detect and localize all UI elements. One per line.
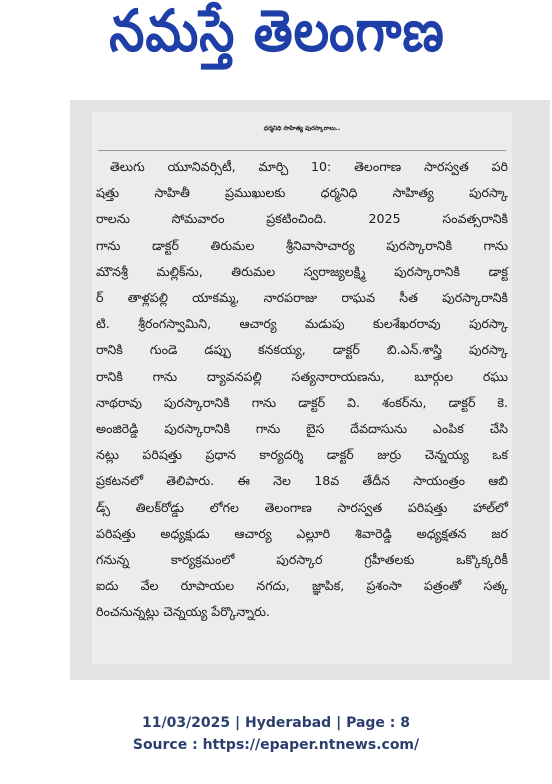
headline-divider bbox=[98, 150, 506, 151]
article-line: డ్స్ తిలక్‌రోడ్డు లోగల తెలంగాణ సారస్వత పరిషత్తు హాల్‌లో bbox=[96, 499, 508, 515]
article-line: నాథరావు పురస్కారానికి గాను డాక్టర్ వి. శంకర్‌ను, డాక్టర్ కె. bbox=[96, 394, 508, 410]
article-panel bbox=[92, 112, 512, 664]
article-body bbox=[96, 154, 508, 626]
article-line: పరిషత్తు అధ్యక్షుడు ఆచార్య ఎల్లూరి శివారెడ్డి అధ్యక్షతన జర bbox=[96, 525, 508, 541]
article-line: టి. శ్రీరంగస్వామిని, ఆచార్య మడుపు కులశేఖరరావు పురస్కా bbox=[96, 316, 508, 332]
article-headline: ధర్మనిధి సాహిత్య పురస్కారాలు.. bbox=[263, 125, 341, 132]
article-line: గనున్న కార్యక్రమంలో పురస్కార గ్రహీతలకు ఒక్కొక్కరికీ bbox=[96, 552, 508, 568]
article-line: గాను డాక్టర్ తిరుమల శ్రీనివాసాచార్య పురస్కారానికి గాను bbox=[96, 237, 508, 253]
article-line: రాలను సోమవారం ప్రకటించింది. 2025 సంవత్సరానికి bbox=[96, 211, 508, 227]
article-line: ఐదు వేల రూపాయల నగదు, జ్ఞాపిక, ప్రశంసా పత్రంతో సత్క bbox=[96, 578, 508, 594]
article-line: రానికి గుండె డప్పు కనకయ్య, డాక్టర్ బి.ఎన్.శాస్త్రి పురస్కా bbox=[96, 342, 508, 358]
article-line: షత్తు సాహితీ ప్రముఖులకు ధర్మనిధి సాహిత్య పురస్కా bbox=[96, 185, 508, 201]
newspaper-logo: నమస్తే తెలంగాణ bbox=[109, 0, 445, 64]
page-footer bbox=[0, 712, 552, 756]
article-line: ప్రకటనలో తెలిపారు. ఈ నెల 18వ తేదీన సాయంత్రం ఆబి bbox=[96, 473, 508, 489]
article-line: తెలుగు యూనివర్సిటీ, మార్చి 10: తెలంగాణ సారస్వత పరి bbox=[110, 159, 508, 174]
article-line: అంజిరెడ్డి పురస్కారానికి గాను బైస దేవదాసును ఎంపిక చేసి bbox=[96, 421, 508, 437]
article-line: రించనున్నట్లు చెన్నయ్య పేర్కొన్నారు. bbox=[96, 604, 270, 620]
article-line: ర్ తాళ్లపల్లి యాకమ్మ, నారపరాజు రాఘవ సీత పురస్కారానికి bbox=[96, 290, 508, 306]
article-line: మౌనశ్రీ మల్లిక్‌ను, తిరుమల స్వరాజ్యలక్ష్మి పురస్కారానికి డాక్ట bbox=[96, 263, 508, 279]
article-line: రానికి గాను ద్యావనపల్లి సత్యనారాయణను, బూర్గుల రఘు bbox=[96, 368, 508, 384]
footer-source-link[interactable]: Source : https://epaper.ntnews.com/ bbox=[132, 737, 420, 753]
article-line: నట్లు పరిషత్తు ప్రధాన కార్యదర్శి డాక్టర్ జుర్రు చెన్నయ్య ఒక bbox=[96, 447, 508, 463]
footer-dateline: 11/03/2025 | Hyderabad | Page : 8 bbox=[141, 715, 411, 731]
